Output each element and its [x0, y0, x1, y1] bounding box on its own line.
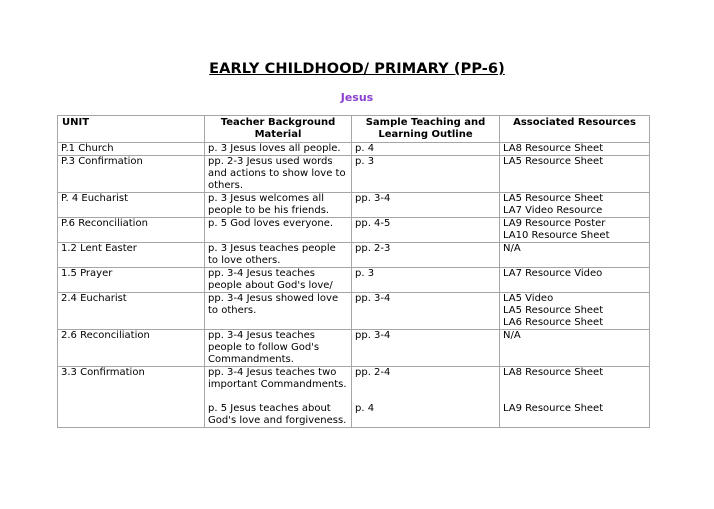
- material-cell: [205, 330, 352, 367]
- resource-item: LA7 Video Resource: [503, 205, 603, 216]
- outline-pages: p. 4: [355, 143, 375, 154]
- unit-name: P.3 Confirmation: [61, 156, 143, 167]
- outline-cell: [352, 193, 500, 218]
- unit-name: P.6 Reconciliation: [61, 218, 148, 229]
- table-row: [58, 143, 650, 156]
- outline-pages: p. 3: [355, 156, 375, 167]
- material-text: p. 5 God loves everyone.: [208, 218, 334, 229]
- unit-name: P. 4 Eucharist: [61, 193, 129, 204]
- material-text: p. 5 Jesus teaches about God's love and forgiveness.: [208, 403, 347, 426]
- unit-cell: [58, 268, 205, 293]
- resource-item: LA10 Resource Sheet: [503, 230, 610, 241]
- resource-item: LA8 Resource Sheet: [503, 367, 604, 378]
- outline-cell: [352, 268, 500, 293]
- material-cell: [205, 268, 352, 293]
- outline-pages: pp. 3-4: [355, 330, 391, 341]
- table-row: [58, 218, 650, 243]
- unit-name: 2.6 Reconciliation: [61, 330, 150, 341]
- outline-pages: pp. 4-5: [355, 218, 391, 229]
- outline-pages: p. 4: [355, 403, 375, 414]
- outline-pages: pp. 3-4: [355, 193, 391, 204]
- unit-cell: [58, 143, 205, 156]
- material-text: p. 3 Jesus welcomes all people to be his friends.: [208, 193, 330, 216]
- outline-cell: [352, 218, 500, 243]
- resources-cell: [500, 193, 650, 218]
- outline-cell: [352, 293, 500, 330]
- table-row: [58, 193, 650, 218]
- outline-pages: p. 3: [355, 268, 375, 279]
- table-row: [58, 243, 650, 268]
- material-cell: [205, 143, 352, 156]
- resource-table: [57, 115, 650, 428]
- unit-cell: [58, 193, 205, 218]
- unit-name: 3.3 Confirmation: [61, 367, 145, 378]
- resource-item: LA5 Resource Sheet: [503, 156, 604, 167]
- unit-cell: [58, 293, 205, 330]
- table-row: [58, 293, 650, 330]
- unit-name: 2.4 Eucharist: [61, 293, 127, 304]
- outline-cell: [352, 156, 500, 193]
- material-cell: [205, 218, 352, 243]
- material-cell: [205, 243, 352, 268]
- resources-cell: [500, 218, 650, 243]
- unit-name: P.1 Church: [61, 143, 114, 154]
- material-text: pp. 3-4 Jesus teaches people about God's love/: [208, 268, 333, 291]
- resource-item: LA9 Resource Poster: [503, 218, 606, 229]
- document-subtitle: Jesus: [340, 91, 374, 104]
- table-row: [58, 156, 650, 193]
- outline-cell: [352, 367, 500, 428]
- unit-cell: [58, 218, 205, 243]
- material-text: pp. 3-4 Jesus showed love to others.: [208, 293, 342, 316]
- outline-pages: pp. 2-4: [355, 367, 391, 378]
- outline-pages: pp. 3-4: [355, 293, 391, 304]
- table-body: [58, 143, 650, 428]
- material-text: pp. 2-3 Jesus used words and actions to show love to others.: [208, 156, 349, 191]
- resources-cell: [500, 367, 650, 428]
- outline-pages: pp. 2-3: [355, 243, 391, 254]
- material-text: p. 3 Jesus loves all people.: [208, 143, 341, 154]
- material-cell: [205, 156, 352, 193]
- outline-cell: [352, 330, 500, 367]
- material-cell: [205, 367, 352, 428]
- header-associated-resources: Associated Resources: [500, 116, 650, 143]
- document-title: EARLY CHILDHOOD/ PRIMARY (PP-6): [209, 61, 505, 77]
- resource-item: LA5 Video: [503, 293, 554, 304]
- unit-name: 1.2 Lent Easter: [61, 243, 137, 254]
- material-text: pp. 3-4 Jesus teaches people to follow God's Commandments.: [208, 330, 323, 365]
- resources-cell: [500, 330, 650, 367]
- resource-item: LA5 Resource Sheet: [503, 305, 604, 316]
- resources-cell: [500, 243, 650, 268]
- table-row: [58, 330, 650, 367]
- outline-cell: [352, 243, 500, 268]
- table-row: [58, 367, 650, 428]
- resource-item: LA6 Resource Sheet: [503, 317, 604, 328]
- unit-cell: [58, 243, 205, 268]
- resources-cell: [500, 143, 650, 156]
- resources-cell: [500, 293, 650, 330]
- material-text: p. 3 Jesus teaches people to love others.: [208, 243, 339, 266]
- table-header-row: [58, 116, 650, 143]
- material-text: pp. 3-4 Jesus teaches two important Commandments.: [208, 367, 347, 390]
- resource-item: N/A: [503, 243, 521, 254]
- header-sample-teaching: Sample Teaching and Learning Outline: [352, 116, 500, 143]
- resources-cell: [500, 156, 650, 193]
- resource-item: N/A: [503, 330, 521, 341]
- resources-cell: [500, 268, 650, 293]
- outline-cell: [352, 143, 500, 156]
- resource-item: LA8 Resource Sheet: [503, 143, 604, 154]
- resource-item: LA7 Resource Video: [503, 268, 603, 279]
- table-row: [58, 268, 650, 293]
- unit-name: 1.5 Prayer: [61, 268, 113, 279]
- material-cell: [205, 193, 352, 218]
- material-cell: [205, 293, 352, 330]
- unit-cell: [58, 330, 205, 367]
- header-teacher-background: Teacher Background Material: [205, 116, 352, 143]
- unit-cell: [58, 156, 205, 193]
- unit-cell: [58, 367, 205, 428]
- resource-item: LA9 Resource Sheet: [503, 403, 604, 414]
- resource-item: LA5 Resource Sheet: [503, 193, 604, 204]
- header-unit: UNIT: [58, 116, 205, 143]
